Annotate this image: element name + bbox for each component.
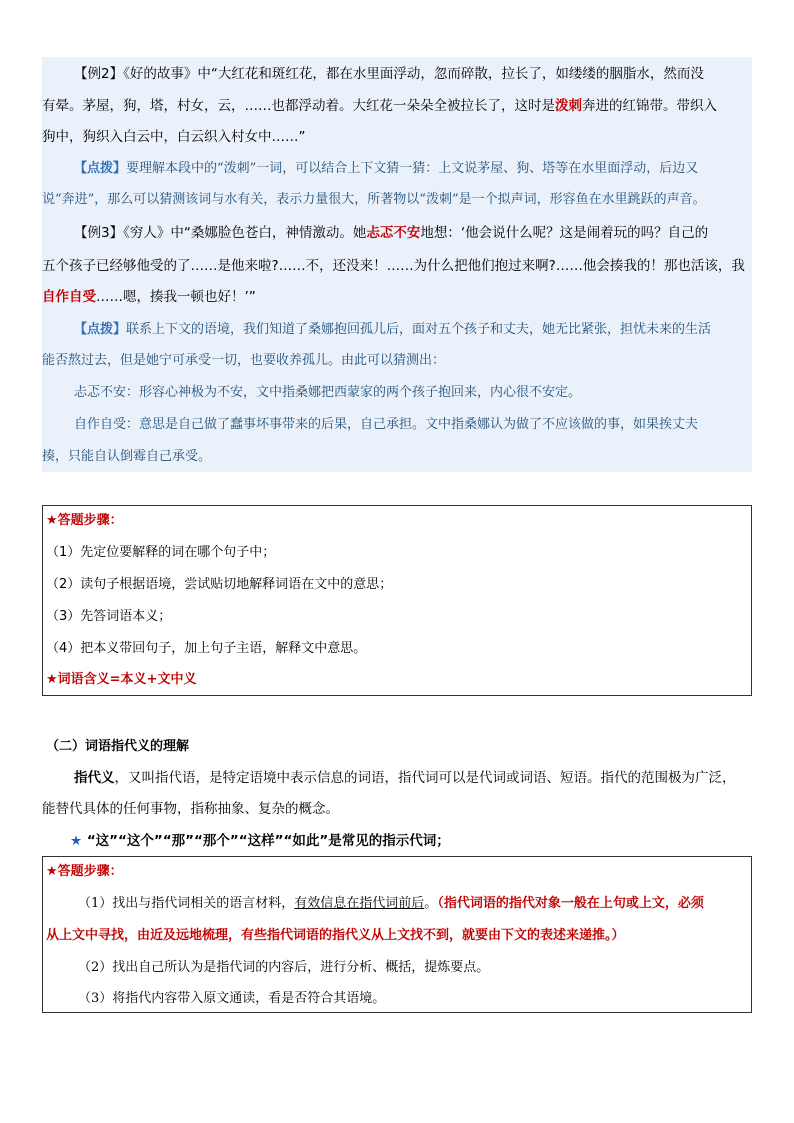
pronoun-step-1: （1）找出与指代词相关的语言材料，有效信息在指代词前后。（指代词语的指代对象一般在上句或上文，必须: [78, 896, 704, 911]
box-title: ★答题步骤：: [46, 864, 123, 879]
highlight-word: 泼刺: [555, 98, 582, 114]
example3-line2: 五个孩子已经够他受的了……是他来啦?……不，还没来！……为什么把他们抱过来啊?……他会揍我的！那也活该，我: [42, 258, 745, 274]
example2-line3: 狗中，狗织入白云中，白云织入村女中……”: [42, 129, 306, 145]
star-icon: ★: [70, 833, 83, 849]
example3-note-line2: 能否熬过去，但是她宁可承受一切，也要收养孤儿。由此可以猜测出：: [42, 353, 446, 368]
example3-note-line3: 忐忑不安：形容心神极为不安，文中指桑娜把西蒙家的两个孩子抱回来，内心很不安定。: [74, 385, 582, 400]
step-4: （4）把本义带回句子，加上句子主语，解释文中意思。: [46, 641, 367, 656]
step-1: （1）先定位要解释的词在哪个句子中；: [46, 545, 276, 560]
note-tag: 【点拨】: [74, 161, 127, 176]
example3-note-line4: 自作自受：意思是自己做了蠢事坏事带来的后果，自己承担。文中指桑娜认为做了不应该做的事，如果挨丈夫: [74, 417, 699, 432]
section-para-line2: 能替代具体的任何事物，指称抽象、复杂的概念。: [42, 801, 339, 817]
box-title: ★答题步骤：: [46, 513, 123, 528]
example3-line3: 自作自受……嗯，揍我一顿也好！’”: [42, 289, 256, 305]
step-2: （2）读句子根据语境，尝试贴切地解释词语在文中的意思；: [46, 577, 393, 592]
step-3: （3）先答词语本义；: [46, 609, 172, 624]
pronoun-step-3: （3）将指代内容带入原文通读，看是否符合其语境。: [78, 991, 386, 1006]
pronoun-step-2: （2）找出自己所认为是指代词的内容后，进行分析、概括，提炼要点。: [78, 960, 490, 975]
pronoun-list: ★ “这”“这个”“那”“那个”“这样”“如此”是常见的指示代词；: [70, 833, 450, 849]
answer-steps-box: [42, 505, 752, 696]
example2-note-line2: 说“奔进”，那么可以猜测该词与水有关，表示力量很大，所著物以“泼刺”是一个拟声词，形容鱼在水里跳跃的声音。: [42, 192, 706, 207]
example2-note-line1: 【点拨】要理解本段中的“泼刺”一词，可以结合上下文猜一猜：上文说茅屋、狗、塔等在水里面浮动，后边又: [74, 161, 699, 176]
section-heading: （二）词语指代义的理解: [46, 739, 190, 754]
highlight-word: 自作自受: [42, 289, 96, 305]
example2-line2: 有晕。茅屋，狗，塔，村女，云，……也都浮动着。大红花一朵朵全被拉长了，这时是泼刺奔进的红锦带。带织入: [42, 98, 717, 114]
example3-note-line1: 【点拨】联系上下文的语境，我们知道了桑娜抱回孤儿后，面对五个孩子和丈夫，她无比紧张，担忧未来的生活: [74, 322, 712, 337]
example2-line1: 【例2】《好的故事》中“大红花和斑红花，都在水里面浮动，忽而碎散，拉长了，如缕缕的胭脂水，然而没: [74, 66, 704, 82]
section-para-line1: 指代义，又叫指代语，是特定语境中表示信息的词语，指代词可以是代词或词语、短语。指代的范围极为广泛，: [74, 770, 736, 786]
pronoun-step-1-cont: 从上文中寻找，由近及远地梳理，有些指代词语的指代义从上文找不到，就要由下文的表述来递推。）: [46, 928, 625, 943]
formula: ★词语含义=本义+文中义: [46, 672, 197, 687]
note-tag: 【点拨】: [74, 322, 127, 337]
example3-line1: 【例3】《穷人》中“桑娜脸色苍白，神情激动。她忐忑不安地想：‘他会说什么呢？这是闹着玩的吗？自己的: [74, 225, 709, 241]
highlight-word: 忐忑不安: [366, 225, 421, 241]
example3-note-line5: 揍，只能自认倒霉自己承受。: [42, 449, 212, 464]
